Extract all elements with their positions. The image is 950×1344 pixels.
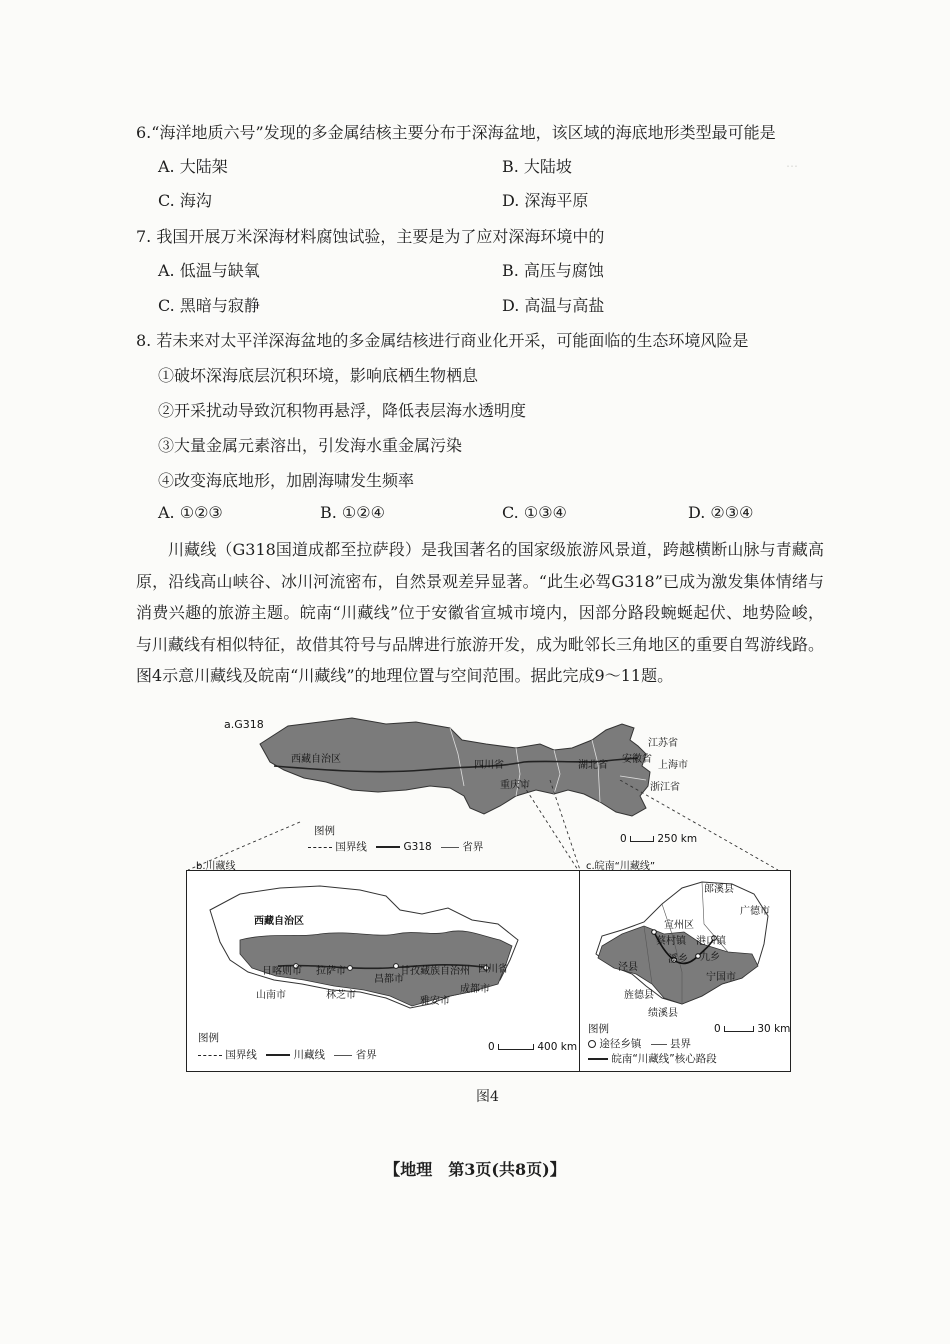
map-c-legend-county-border: 县界 — [670, 1038, 692, 1050]
map-c-label-langxi: 郎溪县 — [704, 884, 734, 895]
question-8-statement-1: ①破坏深海底层沉积环境，影响底栖生物栖息 — [158, 366, 479, 385]
reading-passage: 川藏线（G318国道成都至拉萨段）是我国著名的国家级旅游风景道，跨越横断山脉与青藏高原，沿线高山峡谷、冰川河流密布，自然景观差异显著。“此生必驾G318”已成为激发集体情绪与消费兴趣的旅游主题。皖南“川藏线”位于安徽省宣城市境内，因部分路段蜿蜒起伏、地势险峻，与川藏线有相似特征，故借其符号与品牌进行旅游开发，成为毗邻长三角地区的重要自驾游线路。图4示意川藏线及皖南“川藏线”的地理位置与空间范围。据此完成9～11题。 — [136, 540, 825, 685]
map-a-label-jiangsu: 江苏省 — [648, 738, 678, 749]
map-c-legend-core-route: 皖南“川藏线”核心路段 — [611, 1053, 717, 1065]
question-8-statement-3: ③大量金属元素溶出，引发海水重金属污染 — [158, 436, 463, 455]
question-8-statement-4: ④改变海底地形，加剧海啸发生频率 — [158, 471, 415, 490]
map-b-scale-zero: 0 — [488, 1041, 495, 1053]
question-8-stem: 8. 若未来对太平洋深海盆地的多金属结核进行商业化开采，可能面临的生态环境风险是 — [136, 331, 749, 350]
map-c-scale — [714, 1023, 790, 1035]
map-b-label-shannan: 山南市 — [256, 990, 286, 1001]
question-6-option-d[interactable]: D. 深海平原 — [502, 191, 589, 210]
map-b-legend-title: 图例 — [198, 1032, 219, 1044]
map-a-legend-national-border: 国界线 — [335, 841, 367, 853]
question-8-option-c[interactable]: C. ①③④ — [502, 503, 567, 522]
map-c-svg — [582, 874, 787, 1020]
map-c-label-xuanzhou: 宣州区 — [664, 920, 694, 931]
map-a-label-chongqing: 重庆市 — [500, 780, 530, 791]
map-b-legend-province-border: 省界 — [355, 1049, 377, 1061]
question-8-statement-2: ②开采扰动导致沉积物再悬浮，降低表层海水透明度 — [158, 401, 527, 420]
map-a-label-shanghai: 上海市 — [658, 760, 688, 771]
map-b-scale-value: 400 km — [537, 1041, 578, 1053]
question-7-option-a[interactable]: A. 低温与缺氧 — [158, 261, 260, 280]
map-b-legend — [198, 1047, 377, 1062]
question-7-stem: 7. 我国开展万米深海材料腐蚀试验，主要是为了应对深海环境中的 — [136, 227, 605, 246]
map-b-label-rikaze: 日喀则市 — [262, 966, 302, 977]
map-a-label-xizang: 西藏自治区 — [291, 754, 341, 765]
map-c-label-ningguo: 宁国市 — [706, 972, 736, 983]
map-a-legend-g318: G318 — [403, 841, 432, 853]
question-6-option-a[interactable]: A. 大陆架 — [158, 157, 228, 176]
map-b-title: b.川藏线 — [196, 861, 236, 872]
page-footer: 【地理 第3页(共8页)】 — [384, 1160, 566, 1179]
map-c-label-gangkou: 港口镇 — [696, 936, 726, 947]
question-7-option-d[interactable]: D. 高温与高盐 — [502, 296, 605, 315]
town-marker-icon — [588, 1040, 596, 1048]
map-c-label-guangde: 广德市 — [740, 906, 770, 917]
map-c-label-jiuxiang: 九乡 — [700, 952, 720, 963]
map-b-label-sichuan: 四川省 — [478, 964, 508, 975]
question-8-option-b[interactable]: B. ①②④ — [320, 503, 385, 522]
map-c-label-xixiang: 溪乡 — [668, 954, 688, 965]
map-c-label-jixi: 绩溪县 — [648, 1008, 678, 1019]
map-b-label-xizang: 西藏自治区 — [254, 916, 304, 927]
question-7-option-b[interactable]: B. 高压与腐蚀 — [502, 261, 604, 280]
map-b-label-linzhi: 林芝市 — [326, 990, 356, 1001]
map-a-scale-value: 250 km — [657, 833, 698, 845]
question-8-option-a[interactable]: A. ①②③ — [158, 503, 223, 522]
question-6-option-b[interactable]: B. 大陆坡 — [502, 157, 572, 176]
map-b-label-yaan: 雅安市 — [420, 996, 450, 1007]
map-b-svg — [200, 880, 570, 1030]
question-7-option-c[interactable]: C. 黑暗与寂静 — [158, 296, 260, 315]
map-a-label-zhejiang: 浙江省 — [650, 782, 680, 793]
map-c-title: c.皖南“川藏线” — [586, 861, 656, 872]
question-6-stem: 6.“海洋地质六号”发现的多金属结核主要分布于深海盆地，该区域的海底地形类型最可能是 — [136, 123, 776, 142]
map-a-label-anhui: 安徽省 — [622, 754, 652, 765]
map-b-scale — [488, 1041, 577, 1053]
map-b-legend-national-border: 国界线 — [225, 1049, 257, 1061]
map-c-label-jingxian: 泾县 — [618, 962, 638, 973]
map-c-label-jingde: 旌德县 — [624, 990, 654, 1001]
map-b-label-ganzi: 甘孜藏族自治州 — [400, 966, 470, 977]
map-c-legend-title: 图例 — [588, 1023, 609, 1035]
map-c-legend-row1 — [588, 1036, 691, 1051]
question-6-option-c[interactable]: C. 海沟 — [158, 191, 212, 210]
map-a-label-sichuan: 四川省 — [474, 760, 504, 771]
map-a-legend-title: 图例 — [314, 825, 335, 837]
map-c-label-caicun: 蔡村镇 — [656, 936, 686, 947]
map-connectors — [180, 780, 790, 875]
figure-caption: 图4 — [476, 1089, 499, 1105]
map-c-scale-value: 30 km — [757, 1023, 791, 1035]
map-c-legend-town: 途径乡镇 — [599, 1038, 642, 1050]
map-b-label-lasa: 拉萨市 — [316, 966, 346, 977]
map-a-title: a.G318 — [224, 718, 264, 731]
map-a-label-hubei: 湖北省 — [578, 760, 608, 771]
map-c-legend-row2 — [588, 1051, 717, 1066]
map-b-label-chengdu: 成都市 — [460, 984, 490, 995]
bleed-through-text: … — [786, 156, 798, 170]
map-c-scale-zero: 0 — [714, 1023, 721, 1035]
map-b-label-changdu: 昌都市 — [374, 974, 404, 985]
question-8-option-d[interactable]: D. ②③④ — [688, 503, 754, 522]
map-b-legend-route: 川藏线 — [293, 1049, 326, 1061]
map-a-scale-zero: 0 — [620, 833, 627, 845]
map-a-legend-province-border: 省界 — [462, 841, 484, 853]
